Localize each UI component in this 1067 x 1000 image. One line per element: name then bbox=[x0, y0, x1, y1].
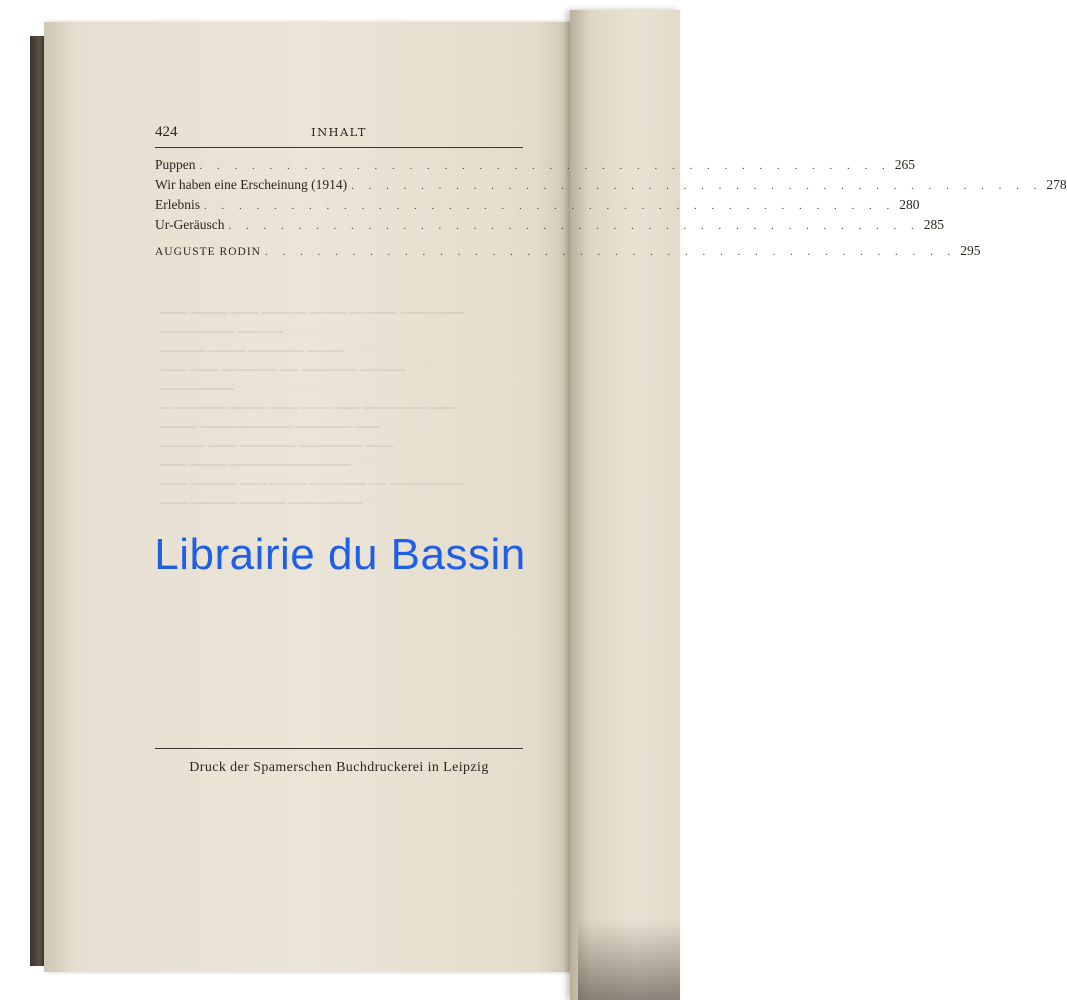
toc-entry-title: Wir haben eine Erscheinung (1914) bbox=[155, 177, 348, 192]
table-of-contents bbox=[155, 157, 1067, 263]
facing-page bbox=[570, 10, 680, 1000]
show-through-text: ▁▁▁ ▁▁▁▁ ▁▁▁ ▁▁▁▁▁ ▁▁▁▁ ▁▁▁▁▁ ▁▁▁▁▁▁▁ ▁▁▁▁▁▁▁▁ ▁▁▁▁▁ . . . . . . . . . . . . ▁▁▁▁▁ ▁▁▁▁ ▁▁▁▁▁▁ ▁▁▁▁ . . . . . . . . ▁▁▁ ▁▁▁ ▁▁▁▁▁▁ ▁▁ ▁▁▁▁▁▁ ▁▁▁▁▁ . . . . ▁▁▁▁▁▁▁▁ . . . . . . . . . . . . . . . ▁ ▁▁▁▁▁▁ ▁▁▁▁ ▁▁▁ ▁▁▁ ▁▁▁ ▁▁▁▁▁▁▁ ▁▁▁ ▁▁▁▁ ▁▁▁▁▁▁▁▁▁▁ ▁▁▁▁▁▁ ▁▁▁ . . . . . . ▁▁▁▁▁ ▁▁▁ ▁▁▁▁▁▁ ▁▁▁▁▁▁▁ ▁▁▁ . . . . . ▁▁▁ ▁▁▁▁ ▁▁▁▁▁▁▁▁▁▁▁▁▁ . . . . . . . . ▁▁▁ ▁▁▁▁▁ ▁▁▁ ▁▁▁▁ ▁▁▁▁▁▁ ▁▁ ▁▁▁▁▁▁▁▁ ▁▁▁ ▁▁▁▁▁ ▁▁▁▁▁ ▁▁▁▁▁▁▁▁ . . . . . . . bbox=[160, 300, 465, 504]
toc-entry bbox=[155, 197, 920, 217]
leader-dots: . . . . . . . . . . . . . . . . . . . . . . . . . . . . . . . . . . . . . . . . bbox=[264, 246, 957, 258]
leader-dots: . . . . . . . . . . . . . . . . . . . . . . . . . . . . . . . . . . . . . . . . bbox=[351, 180, 1043, 192]
leader-dots: . . . . . . . . . . . . . . . . . . . . . . . . . . . . . . . . . . . . . . . . bbox=[199, 160, 891, 172]
header-rule bbox=[155, 147, 523, 148]
toc-entry bbox=[155, 157, 915, 177]
leader-dots: . . . . . . . . . . . . . . . . . . . . . . . . . . . . . . . . . . . . . . . . bbox=[204, 200, 896, 212]
toc-entry-page: 295 bbox=[960, 243, 981, 258]
page-shadow bbox=[578, 920, 680, 1000]
toc-entry-title: Ur-Geräusch bbox=[155, 217, 225, 232]
printer-imprint: Druck der Spamerschen Buchdruckerei in Leipzig bbox=[189, 760, 489, 775]
watermark-text: Librairie du Bassin bbox=[154, 530, 526, 579]
toc-entry bbox=[155, 243, 981, 263]
footer-rule bbox=[155, 748, 523, 749]
running-title: INHALT bbox=[311, 125, 367, 139]
page-number: 424 bbox=[155, 124, 178, 140]
toc-entry-page: 285 bbox=[923, 217, 944, 232]
toc-entry-page: 278 bbox=[1046, 177, 1067, 192]
toc-entry-title: Erlebnis bbox=[155, 197, 200, 212]
toc-entry-page: 265 bbox=[894, 157, 915, 172]
toc-entry-title: Puppen bbox=[155, 157, 196, 172]
toc-entry bbox=[155, 217, 944, 237]
toc-entry-title: AUGUSTE RODIN bbox=[155, 246, 261, 258]
toc-entry bbox=[155, 177, 1067, 197]
leader-dots: . . . . . . . . . . . . . . . . . . . . . . . . . . . . . . . . . . . . . . . . bbox=[228, 220, 920, 232]
toc-entry-page: 280 bbox=[899, 197, 920, 212]
